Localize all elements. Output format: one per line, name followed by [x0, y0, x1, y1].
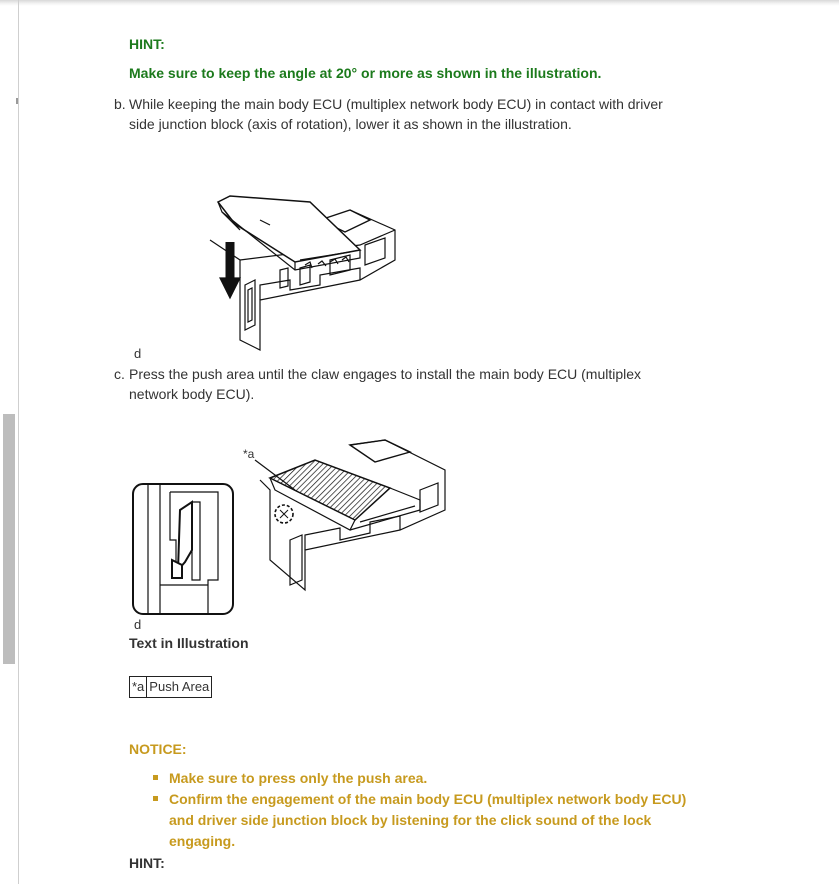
notice-item-2-line3: engaging.	[169, 833, 236, 849]
illustration-1-letter: d	[134, 346, 142, 361]
notice-item-2-line1: Confirm the engagement of the main body ECU (multiplex network body ECU)	[169, 791, 687, 807]
notice-label: NOTICE:	[129, 741, 187, 757]
text-in-illustration-title: Text in Illustration	[129, 635, 249, 651]
ecu-lowering-illustration	[200, 190, 400, 350]
top-shadow	[0, 0, 839, 6]
push-area-callout: *a	[243, 447, 255, 461]
scrollbar-thumb[interactable]	[3, 414, 15, 664]
step-c	[114, 364, 714, 406]
legend-meaning-cell: Push Area	[147, 677, 212, 698]
hint-text: Make sure to keep the angle at 20° or more as shown in the illustration.	[129, 65, 602, 81]
bullet-icon	[153, 796, 158, 801]
notice-item-2-line2: and driver side junction block by listening for the click sound of the lock	[169, 812, 652, 828]
step-text-line2: network body ECU).	[129, 386, 255, 402]
step-text-line2: side junction block (axis of rotation), lower it as shown in the illustration.	[129, 116, 572, 132]
hint-label: HINT:	[129, 36, 165, 52]
notice-item-1: Make sure to press only the push area.	[169, 770, 428, 786]
step-text-line1: Press the push area until the claw engages to install the main body ECU (multiplex	[129, 366, 642, 382]
step-b	[114, 94, 714, 136]
ecu-push-illustration	[130, 430, 450, 620]
step-marker: b.	[114, 96, 126, 112]
step-marker: c.	[114, 366, 125, 382]
table-row	[130, 677, 212, 698]
illustration-2-letter: d	[134, 617, 142, 632]
left-rule	[18, 0, 19, 884]
hint-bottom-label: HINT:	[129, 855, 165, 871]
step-text-line1: While keeping the main body ECU (multiplex network body ECU) in contact with driver	[129, 96, 663, 112]
bullet-icon	[153, 775, 158, 780]
legend-code-cell: *a	[130, 677, 147, 698]
margin-mark	[16, 98, 18, 104]
illustration-legend-table	[129, 676, 212, 698]
